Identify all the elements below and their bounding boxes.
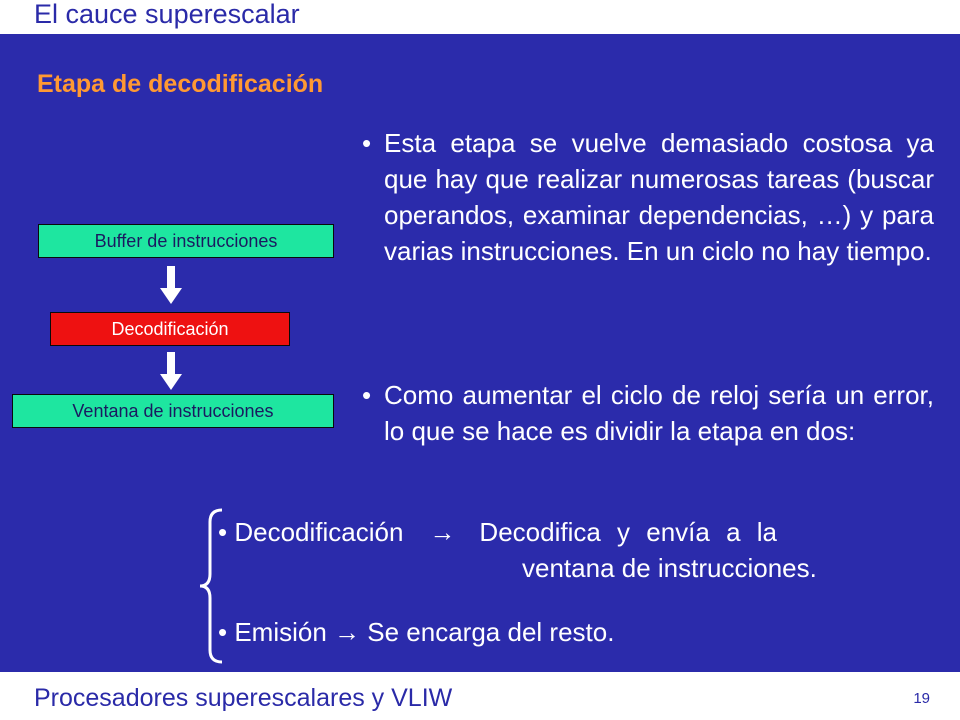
sub-bullet-term: Emisión [234,617,327,647]
bullet-item [362,377,934,485]
slide-footer [0,672,960,720]
down-arrow-icon [160,352,182,392]
bullet-dot: • [218,517,235,547]
sub-bullet-term: Decodificación [234,517,404,547]
sub-bullet-desc: Se encarga del resto. [367,617,615,647]
right-arrow-icon: → [334,617,361,647]
sub-bullet-decode [218,514,777,550]
bullet-dot: • [362,380,372,410]
bullet-text: Esta etapa se vuelve demasiado costosa ya que hay que realizar numerosas tareas (buscar operandos, examinar dependencias, …) y para varias instrucciones. En un ciclo no hay tiempo. [384,128,934,266]
slide-header [0,0,960,34]
diagram-box-buffer: Buffer de instrucciones [38,224,334,258]
bullet-dot: • [218,617,235,647]
diagram-box-decode: Decodificación [50,312,290,346]
bullet-item [362,125,934,341]
down-arrow-icon [160,266,182,306]
slide-header-title: El cauce superescalar [34,0,300,29]
diagram-box-window: Ventana de instrucciones [12,394,334,428]
right-arrow-icon: → [429,517,456,547]
bullet-text: Como aumentar el ciclo de reloj sería un error, lo que se hace es dividir la etapa en dos: [384,380,934,446]
sub-bullet-emit [218,614,614,650]
footer-title: Procesadores superescalares y VLIW [34,684,453,712]
sub-bullet-desc-continued: ventana de instrucciones. [522,553,817,583]
page-number: 19 [913,690,930,707]
section-title: Etapa de decodificación [37,70,324,98]
sub-bullet-desc: Decodifica y envía a la [479,517,778,547]
bullet-dot: • [362,128,372,158]
